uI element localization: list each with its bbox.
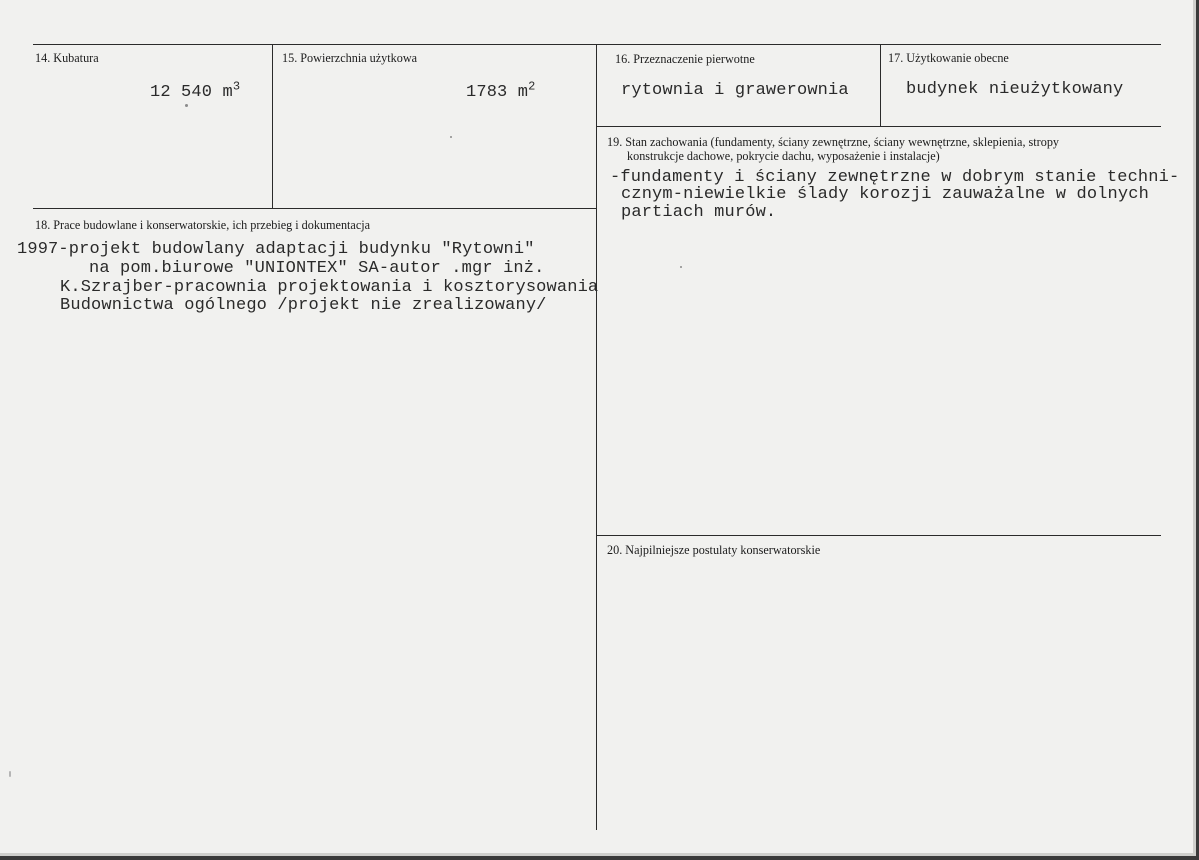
divider-14-15 — [272, 44, 273, 209]
field-14-unit-exponent: 3 — [232, 79, 241, 94]
field-18-line-3: K.Szrajber-pracownia projektowania i kosztorysowania — [60, 278, 599, 297]
field-20-label: 20. Najpilniejsze postulaty konserwatorskie — [607, 543, 821, 557]
field-17-label: 17. Użytkowanie obecne — [888, 51, 1009, 65]
paper-speck — [9, 771, 11, 777]
field-18-line-1: 1997-projekt budowlany adaptacji budynku "Rytowni" — [17, 240, 535, 259]
field-19-line-3: partiach murów. — [621, 203, 777, 222]
field-16-label: 16. Przeznaczenie pierwotne — [615, 52, 755, 66]
divider-16-17 — [880, 44, 881, 126]
field-15-value — [466, 79, 536, 102]
rule-below-14-15 — [33, 208, 597, 209]
field-19-line-1: -fundamenty i ściany zewnętrzne w dobrym stanie techni- — [610, 168, 1180, 187]
paper-speck — [680, 266, 682, 268]
field-18-line-4: Budownictwa ogólnego /projekt nie zrealizowany/ — [60, 296, 547, 315]
field-19-line-2: cznym-niewielkie ślady korozji zauważalne w dolnych — [621, 185, 1149, 204]
field-14-label: 14. Kubatura — [35, 51, 99, 65]
field-18-line-2: na pom.biurowe "UNIONTEX" SA-autor .mgr inż. — [89, 259, 545, 278]
field-14-value — [150, 79, 241, 102]
divider-main — [596, 44, 597, 830]
field-18-label: 18. Prace budowlane i konserwatorskie, ich przebieg i dokumentacja — [35, 218, 371, 232]
rule-below-16-17 — [597, 126, 1161, 127]
paper-speck — [450, 136, 452, 138]
field-15-unit-exponent: 2 — [528, 79, 536, 94]
rule-above-20 — [597, 535, 1161, 536]
field-19-label-line-1: 19. Stan zachowania (fundamenty, ściany zewnętrzne, ściany wewnętrzne, sklepienia, stropy — [607, 135, 1060, 149]
field-17-value: budynek nieużytkowany — [906, 80, 1124, 99]
field-16-value: rytownia i grawerownia — [621, 81, 849, 100]
field-15-label: 15. Powierzchnia użytkowa — [282, 51, 418, 65]
field-14-number: 12 540 m — [150, 83, 233, 102]
field-19-label-line-2: konstrukcje dachowe, pokrycie dachu, wyposażenie i instalacje) — [627, 149, 940, 163]
paper-speck — [185, 104, 188, 107]
field-15-number: 1783 m — [466, 83, 529, 102]
